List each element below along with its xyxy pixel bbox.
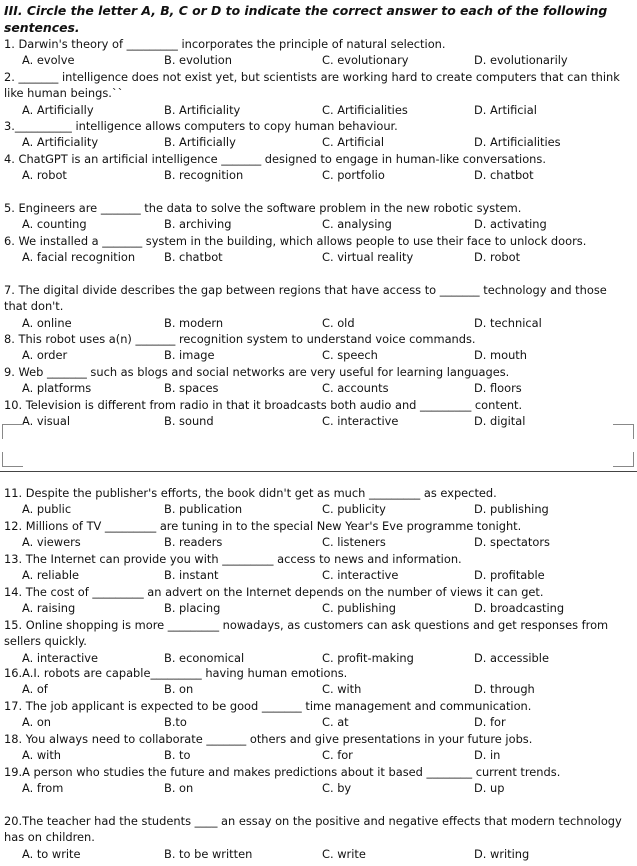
question-4 bbox=[4, 151, 634, 184]
section-heading: III. Circle the letter A, B, C or D to indicate the correct answer to each of the following sentences. bbox=[4, 3, 608, 35]
question-9 bbox=[4, 364, 634, 397]
option-b[interactable]: B. Artificiality bbox=[164, 102, 241, 117]
question-15 bbox=[4, 617, 634, 666]
option-a[interactable]: A. counting bbox=[22, 217, 87, 232]
question-stem: 11. Despite the publisher's efforts, the book didn't get as much _________ as expected. bbox=[4, 486, 497, 500]
question-19 bbox=[4, 764, 634, 797]
option-d[interactable]: D. writing bbox=[474, 846, 530, 861]
options-row bbox=[4, 413, 634, 429]
option-a[interactable]: A. of bbox=[22, 682, 48, 697]
question-2 bbox=[4, 69, 634, 118]
option-b[interactable]: B. recognition bbox=[164, 168, 244, 183]
question-5 bbox=[4, 200, 634, 233]
option-b[interactable]: B. image bbox=[164, 348, 215, 363]
option-b[interactable]: B. archiving bbox=[164, 217, 232, 232]
question-11 bbox=[4, 485, 634, 518]
option-c[interactable]: C. portfolio bbox=[322, 168, 385, 183]
option-a[interactable]: A. platforms bbox=[22, 381, 92, 396]
question-1 bbox=[4, 36, 634, 69]
options-row bbox=[4, 347, 634, 363]
option-d[interactable]: D. up bbox=[474, 781, 505, 796]
option-d[interactable]: D. Artificial bbox=[474, 102, 537, 117]
option-c[interactable]: C. old bbox=[322, 315, 355, 330]
option-b[interactable]: B.to bbox=[164, 715, 187, 730]
options-row bbox=[4, 134, 634, 150]
option-b[interactable]: B. spaces bbox=[164, 381, 219, 396]
option-c[interactable]: C. at bbox=[322, 715, 349, 730]
option-c[interactable]: C. interactive bbox=[322, 414, 399, 429]
option-a[interactable]: A. raising bbox=[22, 601, 76, 616]
option-a[interactable]: A. on bbox=[22, 715, 52, 730]
option-d[interactable]: D. accessible bbox=[474, 650, 549, 665]
question-stem: 1. Darwin's theory of _________ incorporates the principle of natural selection. bbox=[4, 37, 446, 51]
option-d[interactable]: D. robot bbox=[474, 250, 521, 265]
option-a[interactable]: A. viewers bbox=[22, 535, 81, 550]
option-c[interactable]: C. evolutionary bbox=[322, 53, 409, 68]
question-8 bbox=[4, 331, 634, 364]
option-c[interactable]: C. interactive bbox=[322, 568, 399, 583]
option-d[interactable]: D. Artificialities bbox=[474, 135, 561, 150]
option-c[interactable]: C. publishing bbox=[322, 601, 396, 616]
options-row bbox=[4, 249, 634, 265]
option-b[interactable]: B. evolution bbox=[164, 53, 232, 68]
question-stem: 13. The Internet can provide you with _________ access to news and information. bbox=[4, 552, 462, 566]
option-d[interactable]: D. floors bbox=[474, 381, 522, 396]
question-17 bbox=[4, 698, 634, 731]
option-b[interactable]: B. economical bbox=[164, 650, 245, 665]
question-stem: 12. Millions of TV _________ are tuning in to the special New Year's Eve programme tonight. bbox=[4, 519, 522, 533]
option-c[interactable]: C. profit-making bbox=[322, 650, 414, 665]
option-d[interactable]: D. through bbox=[474, 682, 535, 697]
option-b[interactable]: B. sound bbox=[164, 414, 214, 429]
options-row bbox=[4, 380, 634, 396]
option-a[interactable]: A. robot bbox=[22, 168, 67, 183]
question-stem: 10. Television is different from radio in that it broadcasts both audio and _________ content. bbox=[4, 398, 523, 412]
question-stem: 6. We installed a _______ system in the building, which allows people to use their face to unlock doors. bbox=[4, 234, 587, 248]
option-c[interactable]: C. by bbox=[322, 781, 352, 796]
option-a[interactable]: A. evolve bbox=[22, 53, 75, 68]
option-c[interactable]: C. Artificialities bbox=[322, 102, 408, 117]
question-stem: 14. The cost of _________ an advert on the Internet depends on the number of views it can get. bbox=[4, 585, 544, 599]
page-corner-mark bbox=[2, 424, 23, 439]
options-row bbox=[4, 216, 634, 232]
question-stem: 4. ChatGPT is an artificial intelligence _______ designed to engage in human-like conversations. bbox=[4, 152, 546, 166]
option-b[interactable]: B. Artificially bbox=[164, 135, 236, 150]
option-d[interactable]: D. publishing bbox=[474, 502, 549, 517]
option-a[interactable]: A. reliable bbox=[22, 568, 79, 583]
option-d[interactable]: D. profitable bbox=[474, 568, 545, 583]
option-b[interactable]: B. modern bbox=[164, 315, 224, 330]
option-a[interactable]: A. Artificially bbox=[22, 102, 94, 117]
option-c[interactable]: C. accounts bbox=[322, 381, 389, 396]
question-stem: 19.A person who studies the future and makes predictions about it based ________ current trends. bbox=[4, 765, 561, 779]
question-7 bbox=[4, 282, 634, 331]
option-b[interactable]: B. instant bbox=[164, 568, 219, 583]
question-16 bbox=[4, 665, 634, 698]
options-row bbox=[4, 780, 634, 796]
option-d[interactable]: D. broadcasting bbox=[474, 601, 565, 616]
question-stem: 9. Web _______ such as blogs and social networks are very useful for learning languages. bbox=[4, 365, 510, 379]
question-stem: 15. Online shopping is more _________ nowadays, as customers can ask questions and get responses from sellers quickly. bbox=[4, 618, 609, 649]
option-d[interactable]: D. technical bbox=[474, 315, 542, 330]
options-row bbox=[4, 315, 634, 331]
option-d[interactable]: D. for bbox=[474, 715, 506, 730]
option-c[interactable]: C. analysing bbox=[322, 217, 392, 232]
option-c[interactable]: C. listeners bbox=[322, 535, 386, 550]
option-c[interactable]: C. write bbox=[322, 846, 366, 861]
question-stem: 7. The digital divide describes the gap between regions that have access to _______ technology and those that don't. bbox=[4, 283, 607, 314]
question-stem: 18. You always need to collaborate _______ others and give presentations in your future jobs. bbox=[4, 732, 533, 746]
option-a[interactable]: A. from bbox=[22, 781, 64, 796]
option-c[interactable]: C. virtual reality bbox=[322, 250, 414, 265]
question-stem: 17. The job applicant is expected to be good _______ time management and communication. bbox=[4, 699, 532, 713]
option-b[interactable]: B. placing bbox=[164, 601, 221, 616]
options-row bbox=[4, 714, 634, 730]
option-c[interactable]: C. speech bbox=[322, 348, 378, 363]
option-a[interactable]: A. interactive bbox=[22, 650, 98, 665]
page-divider bbox=[0, 471, 637, 472]
question-12 bbox=[4, 518, 634, 551]
question-stem: 8. This robot uses a(n) _______ recognition system to understand voice commands. bbox=[4, 332, 476, 346]
question-stem: 5. Engineers are _______ the data to solve the software problem in the new robotic system. bbox=[4, 201, 522, 215]
question-13 bbox=[4, 551, 634, 584]
options-row bbox=[4, 650, 634, 666]
option-d[interactable]: D. digital bbox=[474, 414, 526, 429]
option-d[interactable]: D. spectators bbox=[474, 535, 550, 550]
options-row bbox=[4, 846, 634, 862]
question-6 bbox=[4, 233, 634, 266]
option-c[interactable]: C. publicity bbox=[322, 502, 386, 517]
option-a[interactable]: A. to write bbox=[22, 846, 81, 861]
options-row bbox=[4, 600, 634, 616]
question-stem: 3.__________ intelligence allows computers to copy human behaviour. bbox=[4, 119, 398, 133]
page-corner-mark bbox=[613, 424, 634, 439]
option-c[interactable]: C. Artificial bbox=[322, 135, 385, 150]
option-d[interactable]: D. mouth bbox=[474, 348, 527, 363]
option-a[interactable]: A. facial recognition bbox=[22, 250, 136, 265]
options-row bbox=[4, 747, 634, 763]
question-3 bbox=[4, 118, 634, 151]
option-a[interactable]: A. with bbox=[22, 748, 61, 763]
option-b[interactable]: B. on bbox=[164, 781, 194, 796]
question-stem: 2. _______ intelligence does not exist yet, but scientists are working hard to create computers that can think like human beings.`` bbox=[4, 70, 620, 101]
question-10 bbox=[4, 397, 634, 430]
options-row bbox=[4, 501, 634, 517]
question-14 bbox=[4, 584, 634, 617]
question-stem: 16.A.I. robots are capable_________ having human emotions. bbox=[4, 666, 348, 680]
option-c[interactable]: C. with bbox=[322, 682, 362, 697]
option-b[interactable]: B. publication bbox=[164, 502, 243, 517]
options-row bbox=[4, 102, 634, 118]
option-b[interactable]: B. readers bbox=[164, 535, 223, 550]
option-b[interactable]: B. on bbox=[164, 682, 194, 697]
option-a[interactable]: A. Artificiality bbox=[22, 135, 99, 150]
options-row bbox=[4, 567, 634, 583]
option-b[interactable]: B. to bbox=[164, 748, 191, 763]
option-d[interactable]: D. evolutionarily bbox=[474, 53, 568, 68]
option-a[interactable]: A. public bbox=[22, 502, 72, 517]
option-d[interactable]: D. chatbot bbox=[474, 168, 534, 183]
option-b[interactable]: B. chatbot bbox=[164, 250, 223, 265]
options-row bbox=[4, 167, 634, 183]
option-d[interactable]: D. in bbox=[474, 748, 501, 763]
options-row bbox=[4, 681, 634, 697]
page-corner-mark bbox=[2, 452, 23, 467]
question-18 bbox=[4, 731, 634, 764]
option-a[interactable]: A. online bbox=[22, 315, 72, 330]
page-corner-mark bbox=[613, 452, 634, 467]
question-20 bbox=[4, 813, 634, 862]
option-d[interactable]: D. activating bbox=[474, 217, 547, 232]
option-a[interactable]: A. visual bbox=[22, 414, 71, 429]
option-c[interactable]: C. for bbox=[322, 748, 353, 763]
option-a[interactable]: A. order bbox=[22, 348, 68, 363]
question-stem: 20.The teacher had the students ____ an essay on the positive and negative effects that modern technology has on children. bbox=[4, 814, 622, 845]
options-row bbox=[4, 534, 634, 550]
options-row bbox=[4, 52, 634, 68]
option-b[interactable]: B. to be written bbox=[164, 846, 253, 861]
